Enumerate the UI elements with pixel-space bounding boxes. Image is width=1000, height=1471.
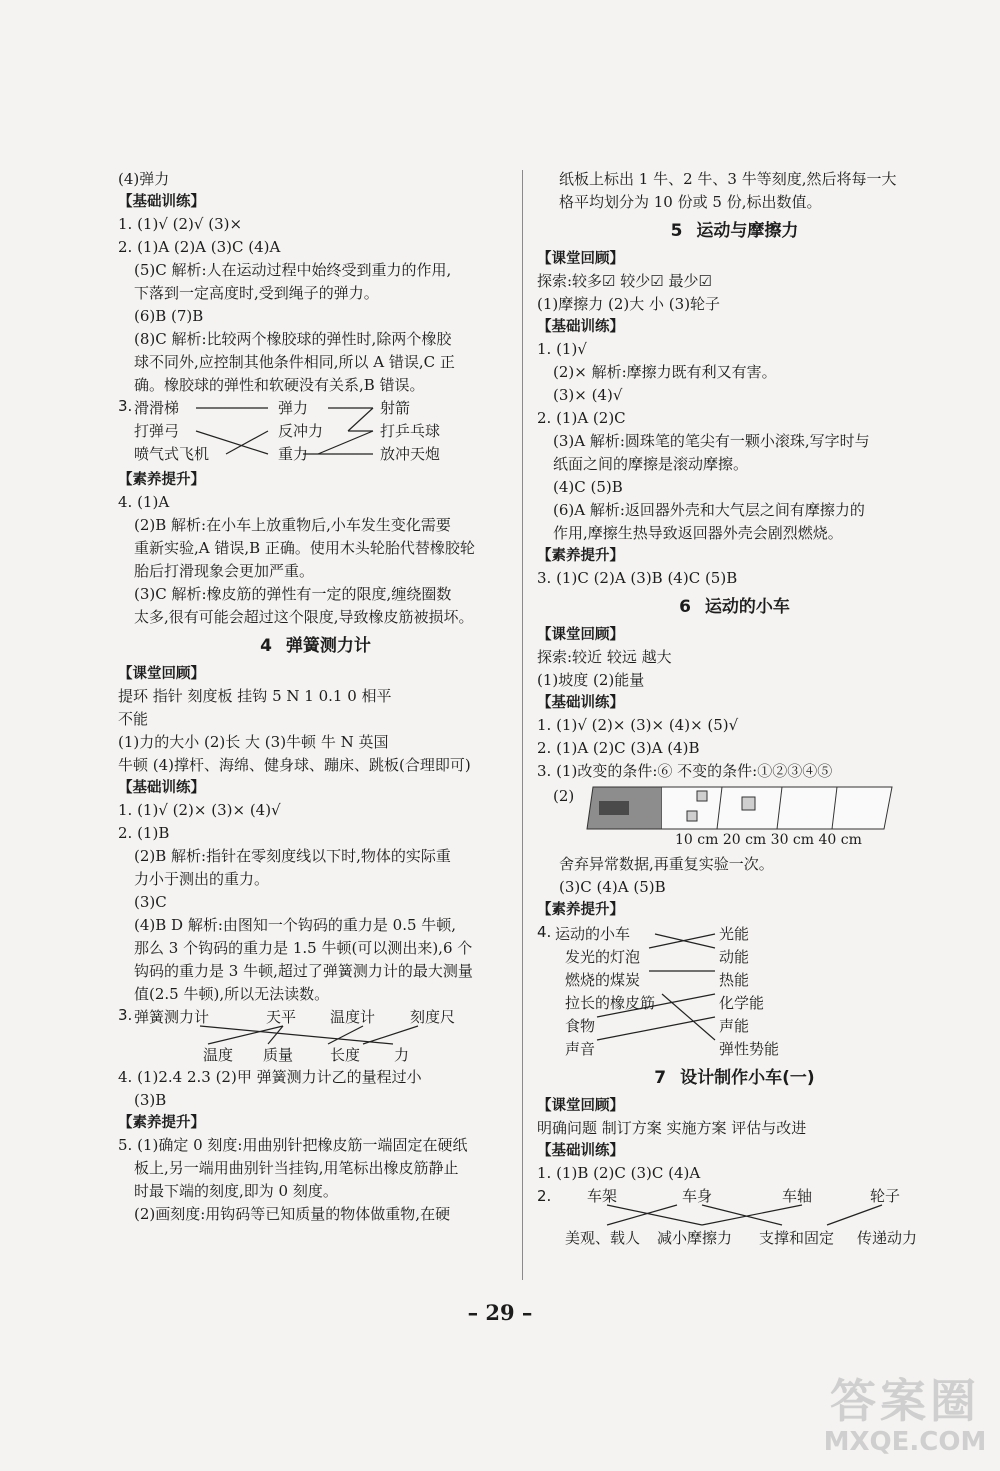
answer-line: (6)B (7)B: [134, 307, 204, 325]
match-item: 刻度尺: [410, 1008, 456, 1026]
section-heading: 【基础训练】: [537, 1143, 624, 1159]
section-heading: 【课堂回顾】: [118, 666, 205, 682]
answer-line: 1. (1)√ (2)× (3)× (4)× (5)√: [537, 716, 739, 734]
section-heading: 【素养提升】: [118, 1115, 205, 1131]
answer-line: 1. (1)√ (2)× (3)× (4)√: [118, 801, 281, 819]
match-item: 天平: [266, 1008, 297, 1026]
section-heading: 【基础训练】: [537, 695, 624, 711]
match-item: 车身: [682, 1187, 713, 1205]
answer-line: (3)× (4)√: [553, 386, 623, 404]
answer-line: 探索:较多☑ 较少☑ 最少☑: [537, 272, 712, 290]
answer-line: 5. (1)确定 0 刻度:用曲别针把橡皮筋一端固定在硬纸: [118, 1136, 468, 1154]
answer-line: (1)力的大小 (2)长 大 (3)牛顿 牛 N 英国: [118, 733, 389, 751]
match-item: 打弹弓: [134, 422, 180, 440]
match-item: 弹簧测力计: [134, 1008, 210, 1026]
right-column: [537, 168, 932, 1249]
matching-diagram-energy: [537, 921, 932, 1061]
answer-line: 纸板上标出 1 牛、2 牛、3 牛等刻度,然后将每一大: [559, 170, 897, 188]
answer-line: 重新实验,A 错误,B 正确。使用木头轮胎代替橡胶轮: [134, 539, 475, 557]
matching-diagram-force: [118, 397, 513, 469]
answer-line: 格平均划分为 10 份或 5 份,标出数值。: [559, 193, 822, 211]
answer-line: 3. (1)C (2)A (3)B (4)C (5)B: [537, 569, 738, 587]
match-item: 弹力: [278, 399, 309, 417]
matching-number: 4.: [537, 923, 552, 941]
answer-line: 2. (1)A (2)C (3)A (4)B: [537, 739, 700, 757]
section-heading: 【课堂回顾】: [537, 1098, 624, 1114]
answer-line: 1. (1)B (2)C (3)C (4)A: [537, 1164, 701, 1182]
answer-line: 不能: [118, 710, 149, 728]
match-item: 长度: [330, 1046, 361, 1064]
answer-line: 2. (1)A (2)A (3)C (4)A: [118, 238, 281, 256]
answer-line: (2): [553, 787, 575, 805]
match-item: 运动的小车: [555, 925, 631, 943]
answer-line: (6)A 解析:返回器外壳和大气层之间有摩擦力的: [553, 501, 865, 519]
answer-line: (3)C 解析:橡皮筋的弹性有一定的限度,缠绕圈数: [134, 585, 452, 603]
lesson-number: 4: [260, 636, 272, 656]
match-item: 热能: [719, 971, 750, 989]
answer-line: 4. (1)A: [118, 493, 170, 511]
answer-line: 值(2.5 牛顿),所以无法读数。: [134, 985, 330, 1003]
answer-line: (2)B 解析:在小车上放重物后,小车发生变化需要: [134, 516, 451, 534]
answer-line: (4)弹力: [118, 170, 170, 188]
answer-line: (2)画刻度:用钩码等已知质量的物体做重物,在硬: [134, 1205, 451, 1223]
answer-line: (8)C 解析:比较两个橡胶球的弹性时,除两个橡胶: [134, 330, 452, 348]
match-item: 传递动力: [857, 1229, 918, 1247]
lesson-name: 弹簧测力计: [285, 636, 371, 656]
match-item: 美观、载人: [565, 1229, 641, 1247]
answer-line: 4. (1)2.4 2.3 (2)甲 弹簧测力计乙的量程过小: [118, 1068, 422, 1086]
watermark-logo: [820, 1375, 990, 1457]
section-heading: 【课堂回顾】: [537, 251, 624, 267]
match-item: 燃烧的煤炭: [565, 971, 641, 989]
match-item: 温度: [203, 1046, 234, 1064]
match-item: 打乒乓球: [380, 422, 441, 440]
block-icon: [742, 797, 755, 810]
section-heading: 【基础训练】: [118, 194, 205, 210]
answer-line: 那么 3 个钩码的重力是 1.5 牛顿(可以测出来),6 个: [134, 939, 473, 957]
lesson-number: 7: [654, 1068, 667, 1088]
answer-line: 时最下端的刻度,即为 0 刻度。: [134, 1182, 338, 1200]
answer-line: 1. (1)√ (2)√ (3)×: [118, 215, 243, 233]
answer-line: (1)坡度 (2)能量: [537, 671, 645, 689]
answer-line: (3)C: [134, 893, 167, 911]
answer-line: 牛顿 (4)撑杆、海绵、健身球、蹦床、跳板(合理即可): [118, 756, 471, 774]
matching-diagram-instruments: [118, 1006, 513, 1066]
lesson-title: [537, 1063, 932, 1093]
page-number: – 29 –: [467, 1300, 533, 1325]
answer-line: 2. (1)A (2)C: [537, 409, 626, 427]
answer-line: 2. (1)B: [118, 824, 170, 842]
answer-line: 确。橡胶球的弹性和软硬没有关系,B 错误。: [134, 376, 425, 394]
lesson-title: [537, 592, 932, 622]
matching-diagram-car-parts: [537, 1185, 932, 1249]
match-item: 射箭: [380, 399, 411, 417]
match-item: 化学能: [719, 994, 765, 1012]
match-item: 拉长的橡皮筋: [565, 994, 656, 1012]
section-heading: 【素养提升】: [118, 472, 205, 488]
match-item: 反冲力: [278, 422, 324, 440]
left-column: [118, 168, 513, 1226]
matching-number: 3.: [118, 1006, 133, 1024]
lesson-title: [118, 631, 513, 661]
watermark-text: 答案圈: [830, 1374, 980, 1428]
answer-line: 太多,很有可能会超过这个限度,导致橡皮筋被损坏。: [134, 608, 474, 626]
answer-line: (5)C 解析:人在运动过程中始终受到重力的作用,: [134, 261, 452, 279]
match-item: 轮子: [870, 1187, 901, 1205]
match-item: 声音: [565, 1040, 596, 1058]
matching-number: 3.: [118, 397, 133, 415]
answer-line: 力小于测出的重力。: [134, 870, 270, 888]
answer-line: (3)B: [134, 1091, 167, 1109]
match-item: 光能: [719, 925, 750, 943]
answer-line: (2)× 解析:摩擦力既有利又有害。: [553, 363, 777, 381]
block-icon: [697, 791, 707, 801]
lesson-number: 6: [679, 597, 691, 617]
match-item: 喷气式飞机: [134, 445, 210, 463]
answer-line: 1. (1)√: [537, 340, 587, 358]
toy-car-icon: [599, 801, 629, 815]
answer-line: 舍弃异常数据,再重复实验一次。: [559, 855, 774, 873]
answer-line: (3)A 解析:圆珠笔的笔尖有一颗小滚珠,写字时与: [553, 432, 870, 450]
answer-line: 探索:较近 较远 越大: [537, 648, 672, 666]
match-item: 发光的灯泡: [565, 948, 641, 966]
match-item: 车轴: [782, 1187, 813, 1205]
match-item: 滑滑梯: [134, 399, 180, 417]
section-heading: 【素养提升】: [537, 548, 624, 564]
lesson-name: 设计制作小车(一): [680, 1068, 815, 1088]
section-heading: 【基础训练】: [537, 319, 624, 335]
answer-line: (4)C (5)B: [553, 478, 623, 496]
match-item: 动能: [719, 948, 750, 966]
section-heading: 【课堂回顾】: [537, 627, 624, 643]
match-item: 声能: [719, 1017, 750, 1035]
match-item: 弹性势能: [719, 1040, 780, 1058]
match-item: 重力: [278, 445, 309, 463]
answer-line: (4)B D 解析:由图知一个钩码的重力是 0.5 牛顿,: [134, 916, 457, 934]
watermark-url: MXQE.COM: [823, 1427, 987, 1457]
answer-line: 下落到一定高度时,受到绳子的弹力。: [134, 284, 379, 302]
answer-line: 胎后打滑现象会更加严重。: [134, 562, 315, 580]
match-item: 力: [394, 1046, 410, 1064]
ramp-track-diagram: [537, 783, 932, 833]
answer-line: 纸面之间的摩擦是滚动摩擦。: [553, 455, 749, 473]
answer-line: (1)摩擦力 (2)大 小 (3)轮子: [537, 295, 721, 313]
distance-labels: 10 cm 20 cm 30 cm 40 cm: [675, 832, 862, 848]
match-item: 质量: [263, 1046, 294, 1064]
answer-line: 明确问题 制订方案 实施方案 评估与改进: [537, 1119, 807, 1137]
block-icon: [687, 811, 697, 821]
ramp-track-figure: [537, 783, 932, 853]
match-item: 减小摩擦力: [657, 1229, 733, 1247]
matching-number: 2.: [537, 1187, 552, 1205]
lesson-title: [537, 216, 932, 246]
answer-line: 板上,另一端用曲别针当挂钩,用笔标出橡皮筋静止: [134, 1159, 459, 1177]
answer-line: (3)C (4)A (5)B: [559, 878, 666, 896]
answer-line: 3. (1)改变的条件:⑥ 不变的条件:①②③④⑤: [537, 762, 833, 780]
lesson-name: 运动与摩擦力: [696, 221, 799, 241]
match-item: 食物: [565, 1017, 596, 1035]
lesson-name: 运动的小车: [704, 597, 790, 617]
answer-line: (2)B 解析:指针在零刻度线以下时,物体的实际重: [134, 847, 451, 865]
section-heading: 【基础训练】: [118, 780, 205, 796]
lesson-number: 5: [670, 221, 683, 241]
match-item: 放冲天炮: [380, 445, 441, 463]
column-divider: [522, 170, 523, 1280]
match-item: 车架: [587, 1187, 618, 1205]
match-item: 支撑和固定: [759, 1229, 835, 1247]
answer-line: 钩码的重力是 3 牛顿,超过了弹簧测力计的最大测量: [134, 962, 473, 980]
answer-line: 球不同外,应控制其他条件相同,所以 A 错误,C 正: [134, 353, 455, 371]
match-item: 温度计: [330, 1008, 376, 1026]
section-heading: 【素养提升】: [537, 902, 624, 918]
answer-line: 提环 指针 刻度板 挂钩 5 N 1 0.1 0 相平: [118, 687, 392, 705]
answer-line: 作用,摩擦生热导致返回器外壳会剧烈燃烧。: [553, 524, 843, 542]
